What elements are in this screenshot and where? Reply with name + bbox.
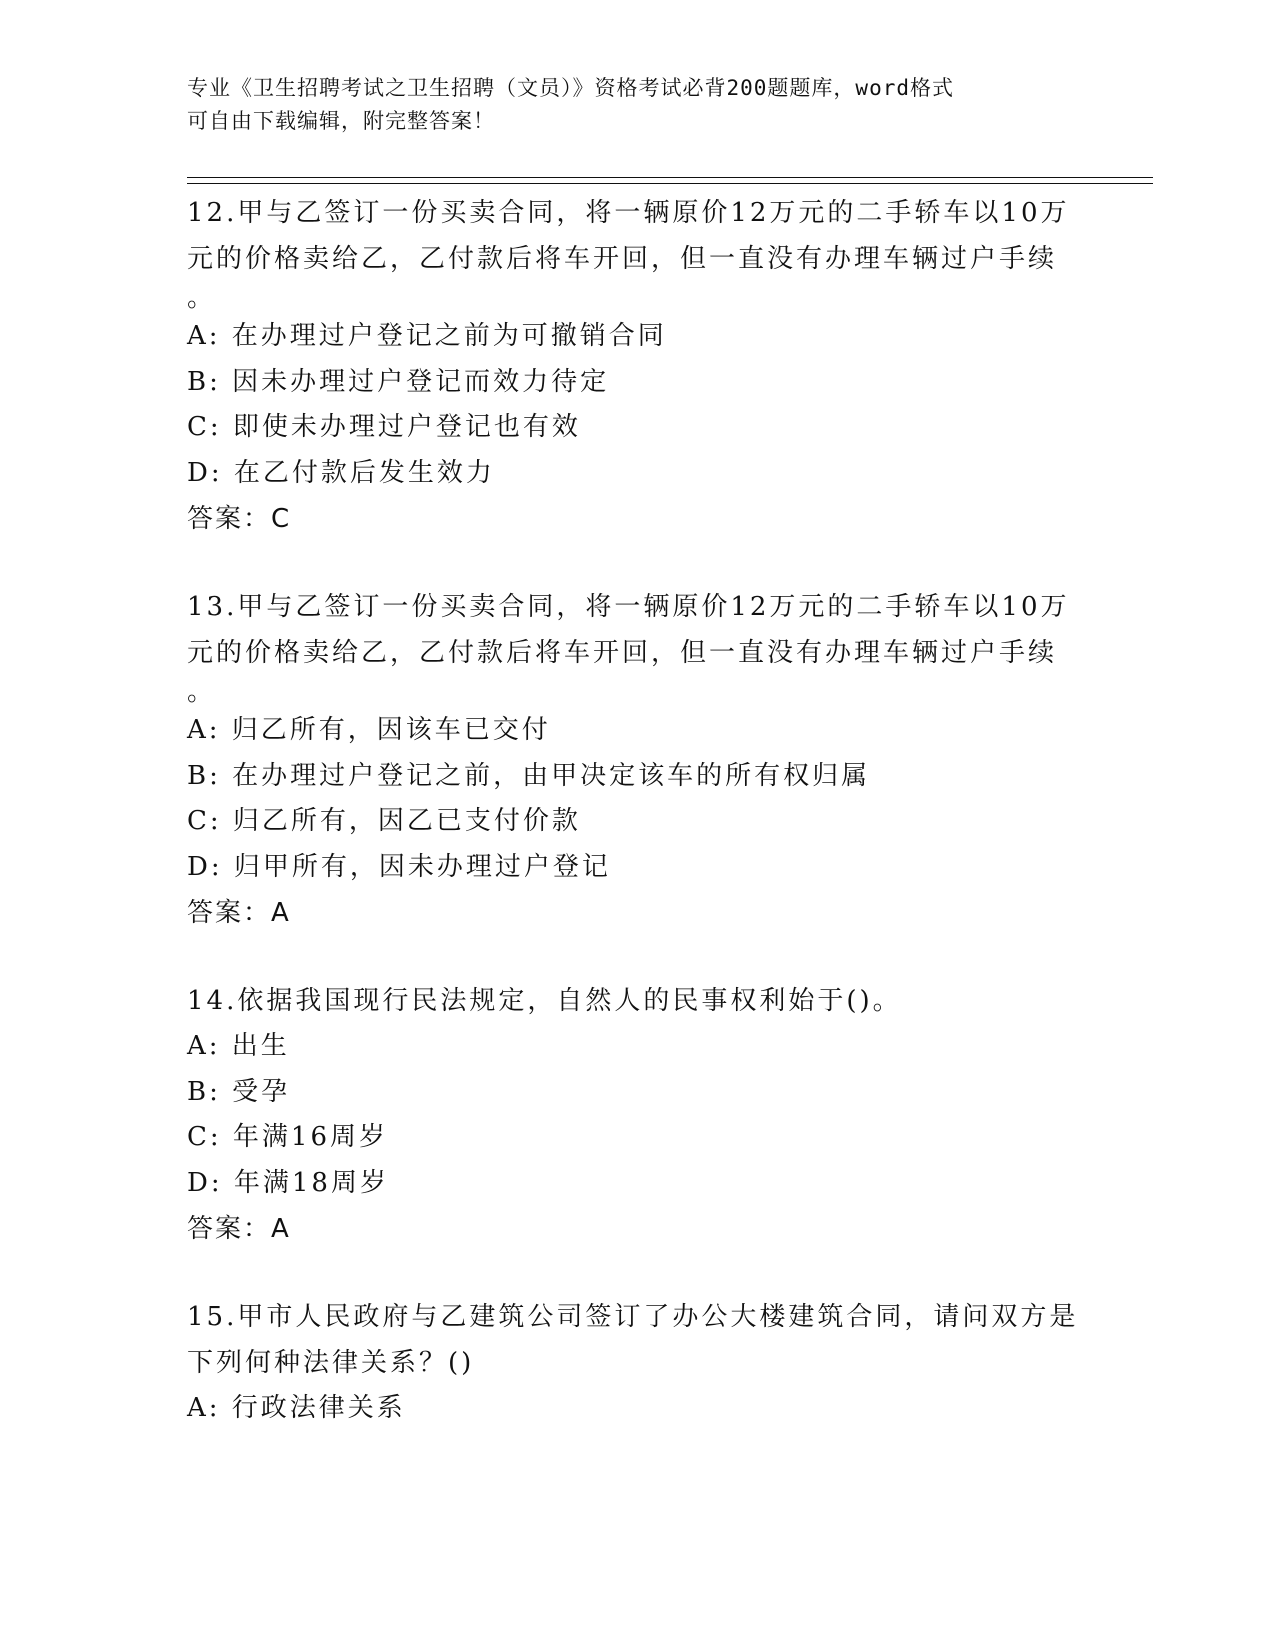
question-list bbox=[187, 190, 1087, 1474]
question-stem: 12.甲与乙签订一份买卖合同，将一辆原价12万元的二手轿车以10万元的价格卖给乙，乙付款后将车开回，但一直没有办理车辆过户手续 bbox=[187, 198, 1070, 274]
document-header bbox=[187, 72, 1067, 138]
option-d: D: 年满18周岁 bbox=[187, 1167, 389, 1198]
header-rule-bottom bbox=[187, 183, 1153, 184]
question-stem: 15.甲市人民政府与乙建筑公司签订了办公大楼建筑合同，请问双方是下列何种法律关系？() bbox=[187, 1302, 1079, 1378]
question-14 bbox=[187, 978, 1087, 1252]
option-c: C: 即使未办理过户登记也有效 bbox=[187, 412, 581, 442]
question-stem: 14.依据我国现行民法规定，自然人的民事权利始于()。 bbox=[187, 986, 902, 1016]
answer: 答案：A bbox=[187, 898, 291, 928]
question-stem: 13.甲与乙签订一份买卖合同，将一辆原价12万元的二手轿车以10万元的价格卖给乙，乙付款后将车开回，但一直没有办理车辆过户手续 bbox=[187, 592, 1070, 668]
option-b: B: 受孕 bbox=[187, 1076, 291, 1107]
header-line-2: 可自由下载编辑，附完整答案！ bbox=[187, 109, 495, 133]
question-13 bbox=[187, 584, 1087, 936]
option-a: A: 出生 bbox=[187, 1031, 290, 1061]
question-stem-tail: 。 bbox=[187, 283, 214, 313]
answer: 答案：C bbox=[187, 504, 292, 534]
option-c: C: 年满16周岁 bbox=[187, 1122, 389, 1152]
option-d: D: 在乙付款后发生效力 bbox=[187, 457, 495, 488]
answer: 答案：A bbox=[187, 1214, 291, 1244]
header-rule-top bbox=[187, 177, 1153, 178]
option-b: B: 因未办理过户登记而效力待定 bbox=[187, 366, 610, 397]
option-a: A: 归乙所有，因该车已交付 bbox=[187, 715, 551, 745]
option-a: A: 在办理过户登记之前为可撤销合同 bbox=[187, 321, 667, 351]
question-12 bbox=[187, 190, 1087, 542]
header-line-1: 专业《卫生招聘考试之卫生招聘（文员）》资格考试必背200题题库，word格式 bbox=[187, 76, 954, 100]
option-d: D: 归甲所有，因未办理过户登记 bbox=[187, 851, 611, 882]
question-stem-tail: 。 bbox=[187, 677, 214, 707]
option-c: C: 归乙所有，因乙已支付价款 bbox=[187, 806, 581, 836]
option-b: B: 在办理过户登记之前，由甲决定该车的所有权归属 bbox=[187, 760, 871, 791]
question-15 bbox=[187, 1294, 1087, 1432]
option-a: A: 行政法律关系 bbox=[187, 1393, 406, 1423]
